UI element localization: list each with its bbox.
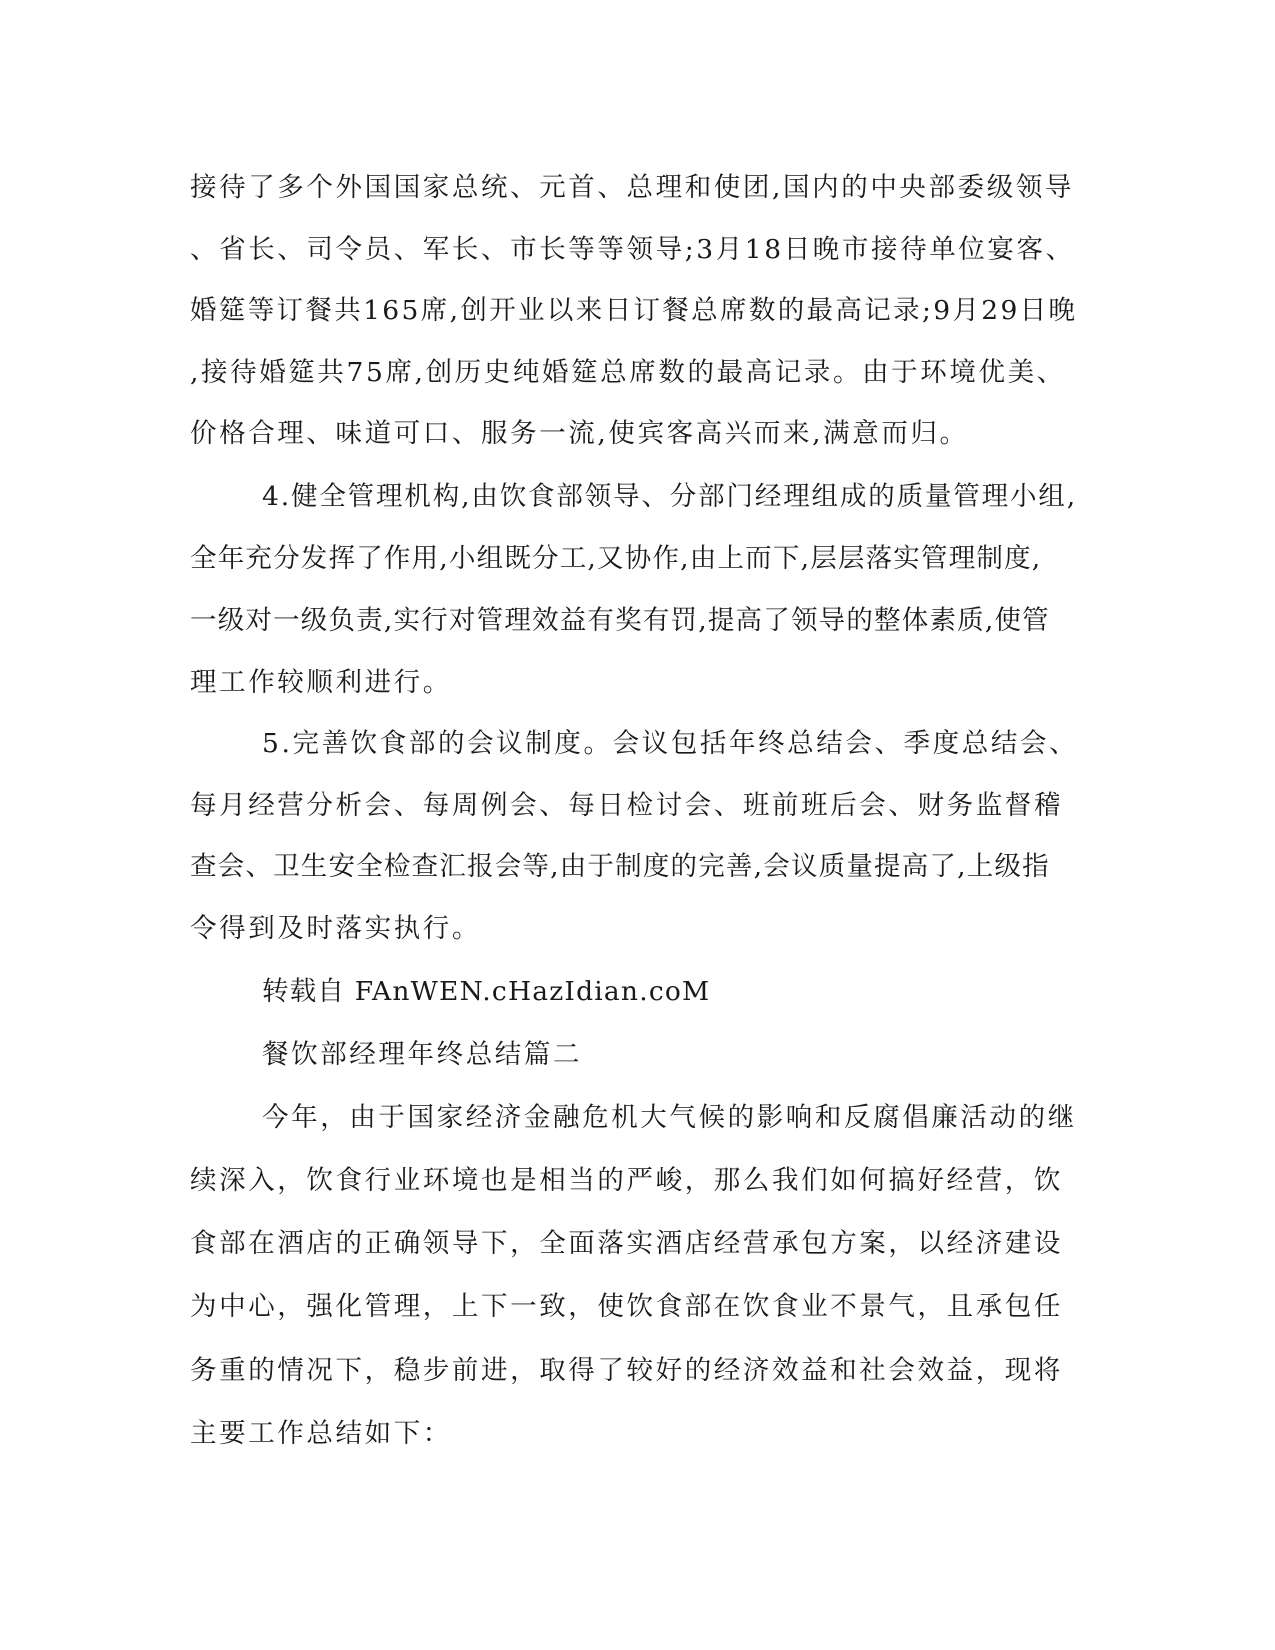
body-text-line: ,接待婚筵共75席,创历史纯婚筵总席数的最高记录。由于环境优美、 — [190, 357, 1066, 388]
body-text-line: 续深入，饮食行业环境也是相当的严峻，那么我们如何搞好经营，饮 — [190, 1165, 1063, 1196]
body-text-line: 查会、卫生安全检查汇报会等,由于制度的完善,会议质量提高了,上级指 — [190, 851, 1050, 882]
body-text-line: 理工作较顺利进行。 — [190, 667, 452, 698]
body-text-line: 接待了多个外国国家总统、元首、总理和使团,国内的中央部委级领导 — [190, 172, 1075, 203]
source-note: 转载自 FAnWEN.cHazIdian.coM — [262, 976, 711, 1007]
section-heading: 餐饮部经理年终总结篇二 — [262, 1039, 583, 1070]
body-text-line: 婚筵等订餐共165席,创开业以来日订餐总席数的最高记录;9月29日晚 — [190, 295, 1078, 326]
body-text-line: 每月经营分析会、每周例会、每日检讨会、班前班后会、财务监督稽 — [190, 790, 1063, 821]
body-text-line: 令得到及时落实执行。 — [190, 913, 481, 944]
body-text-line: 全年充分发挥了作用,小组既分工,又协作,由上而下,层层落实管理制度, — [190, 543, 1042, 574]
body-text-line: 价格合理、味道可口、服务一流,使宾客高兴而来,满意而归。 — [190, 418, 969, 449]
paragraph-first-line: 4.健全管理机构,由饮食部领导、分部门经理组成的质量管理小组, — [262, 481, 1077, 512]
paragraph-first-line: 今年，由于国家经济金融危机大气候的影响和反腐倡廉活动的继 — [262, 1102, 1077, 1133]
body-text-line: 食部在酒店的正确领导下，全面落实酒店经营承包方案，以经济建设 — [190, 1228, 1063, 1259]
body-text-line: 主要工作总结如下： — [190, 1418, 452, 1449]
body-text-line: 为中心，强化管理，上下一致，使饮食部在饮食业不景气，且承包任 — [190, 1291, 1063, 1322]
paragraph-first-line: 5.完善饮食部的会议制度。会议包括年终总结会、季度总结会、 — [262, 728, 1079, 759]
body-text-line: 务重的情况下，稳步前进，取得了较好的经济效益和社会效益，现将 — [190, 1355, 1063, 1386]
body-text-line: 、省长、司令员、军长、市长等等领导;3月18日晚市接待单位宴客、 — [190, 234, 1075, 265]
body-text-line: 一级对一级负责,实行对管理效益有奖有罚,提高了领导的整体素质,使管 — [190, 605, 1050, 636]
